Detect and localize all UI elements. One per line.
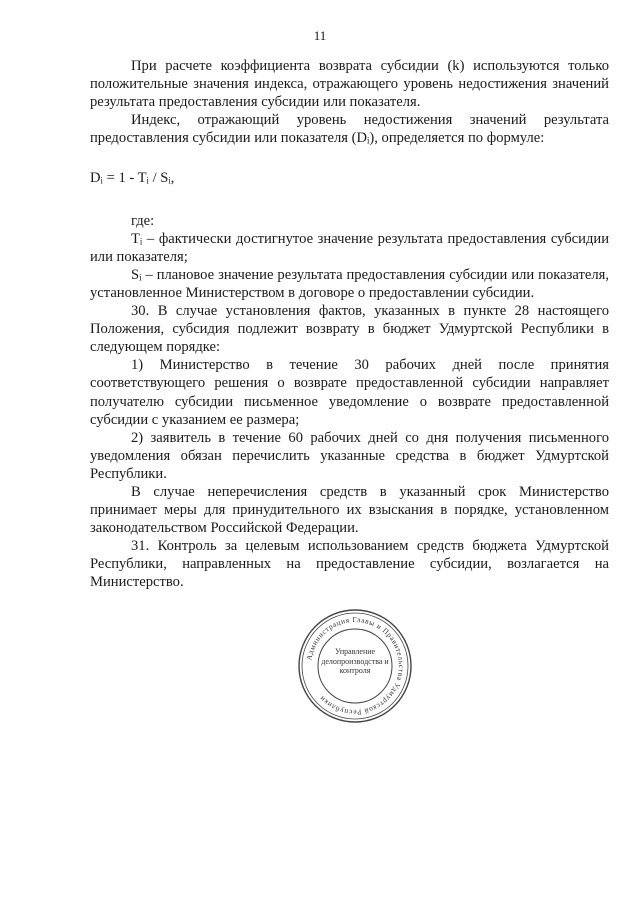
paragraph-t-definition: Tᵢ – фактически достигнутое значение результата предоставления субсидии или показателя;: [90, 230, 609, 265]
official-seal-stamp: [296, 607, 414, 725]
paragraph-30-nonpayment: В случае неперечисления средств в указанный срок Министерство принимает меры для принудительного их взыскания в порядке, установленном законодательством Российской Федерации.: [90, 483, 609, 537]
seal-center-text: Управление делопроизводства и контроля: [321, 647, 389, 675]
paragraph-30-item-2: 2) заявитель в течение 60 рабочих дней со дня получения письменного уведомления обязан перечислить указанные средства в бюджет Удмуртской Республики.: [90, 429, 609, 482]
formula: Dᵢ = 1 - Tᵢ / Sᵢ,: [90, 170, 175, 187]
page-number: 11: [313, 28, 327, 43]
document-body: [90, 57, 609, 592]
paragraph-coefficient: При расчете коэффициента возврата субсидии (k) используются только положительные значения индекса, отражающего уровень недостижения значений результата предоставления субсидии или показателя.: [90, 58, 609, 111]
paragraph-index-definition: Индекс, отражающий уровень недостижения значений результата предоставления субсидии или показателя (Dᵢ), определяется по формуле:: [90, 112, 609, 147]
paragraph-where: где:: [131, 212, 155, 229]
paragraph-31: 31. Контроль за целевым использованием средств бюджета Удмуртской Республики, направленных на предоставление субсидии, возлагается на Министерство.: [90, 538, 609, 591]
paragraph-30-item-1: 1) Министерство в течение 30 рабочих дней после принятия соответствующего решения о возврате предоставленной субсидии направляет получателю субсидии письменное уведомление о возврате предоставленной субсидии с указанием ее размера;: [90, 357, 609, 428]
paragraph-30: 30. В случае установления фактов, указанных в пункте 28 настоящего Положения, субсидия подлежит возврату в бюджет Удмуртской Республики в следующем порядке:: [90, 303, 609, 356]
paragraph-s-definition: Sᵢ – плановое значение результата предоставления субсидии или показателя, установленное Министерством в договоре о предоставлении субсидии.: [90, 266, 609, 301]
seal-ring-text: Администрация Главы и Правительства Удмуртской Республики: [304, 614, 407, 718]
